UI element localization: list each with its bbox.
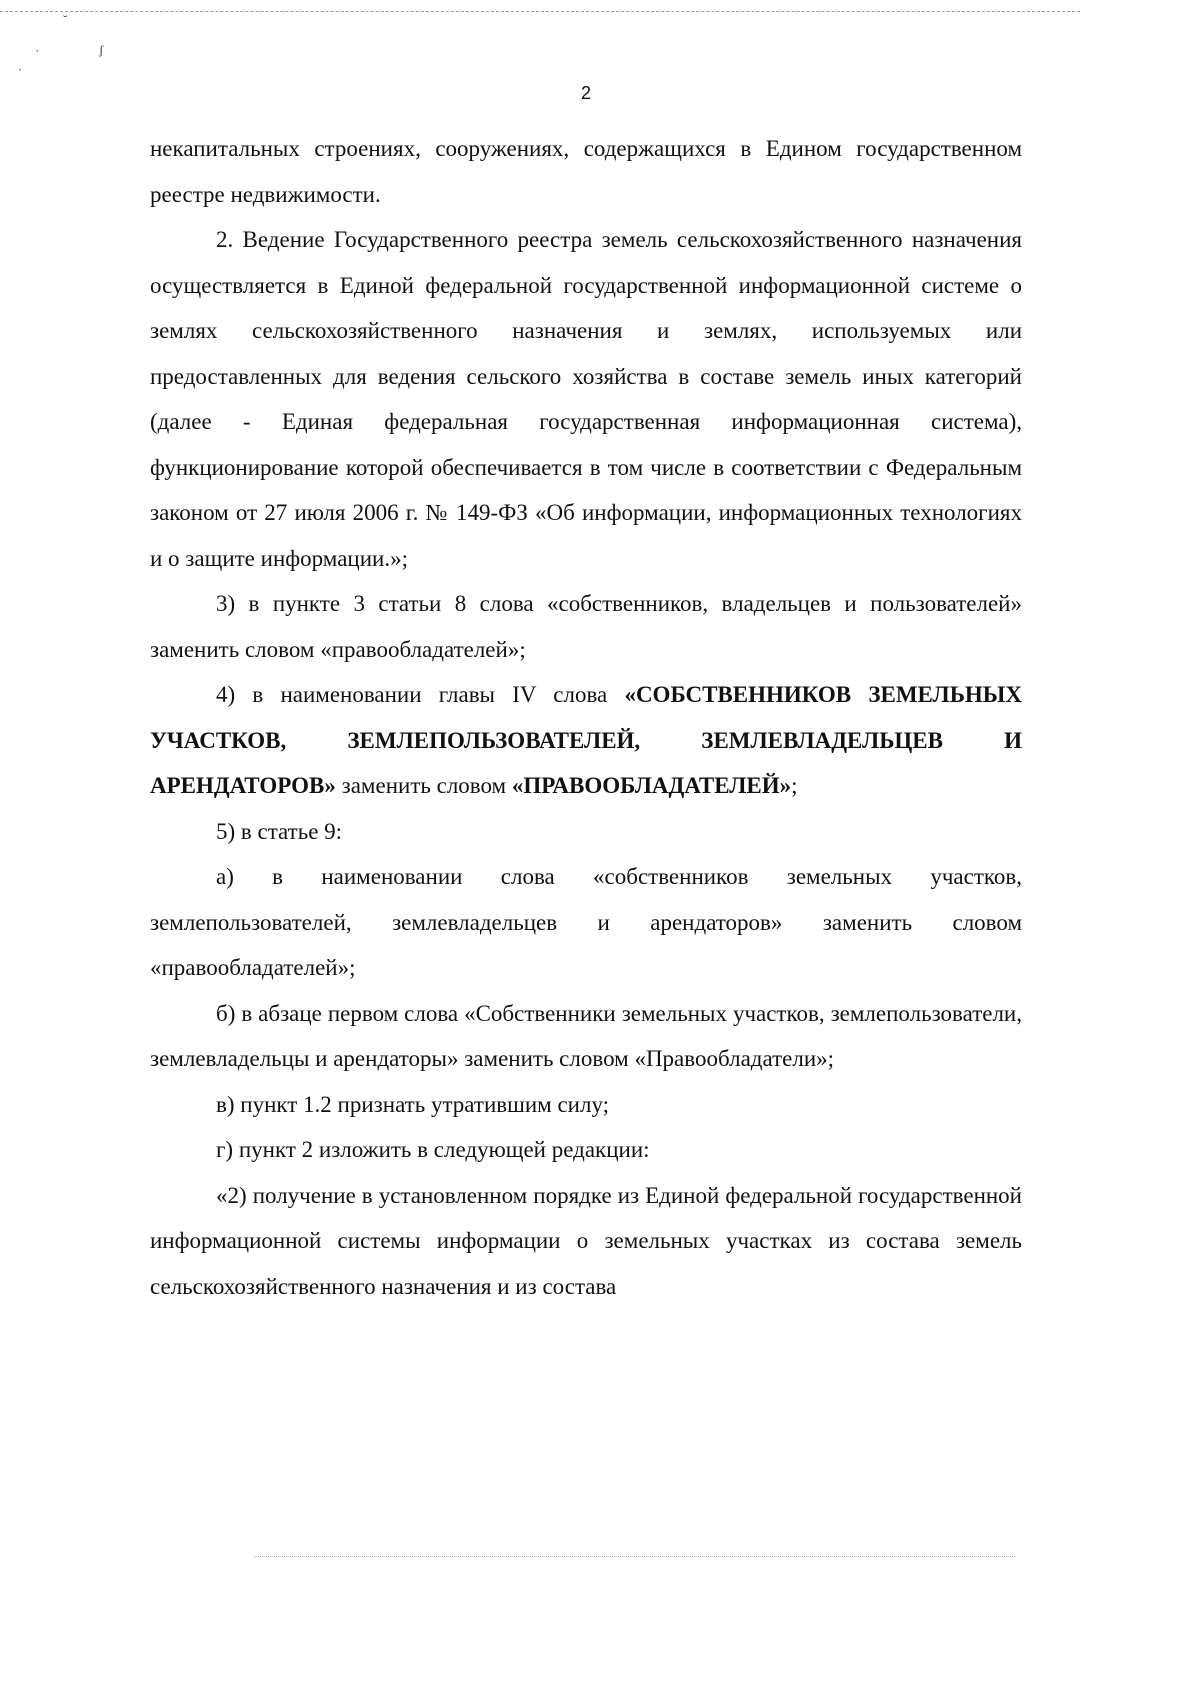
scan-speck: · xyxy=(18,62,23,77)
paragraph xyxy=(150,1127,1022,1173)
scan-top-rule xyxy=(0,11,1080,12)
paragraph xyxy=(150,809,1022,855)
paragraph xyxy=(150,991,1022,1082)
paragraph xyxy=(150,581,1022,672)
text-segment: некапитальных строениях, сооружениях, содержащихся в Едином государственном реестре недвижимости. xyxy=(150,136,1022,207)
text-segment: заменить словом xyxy=(335,773,512,798)
text-segment: б) в абзаце первом слова «Собственники земельных участков, землепользователи, землевладельцы и арендаторы» заменить словом «Правообладатели»; xyxy=(150,1000,1022,1071)
text-segment: 2. Ведение Государственного реестра земель сельскохозяйственного назначения осуществляется в Единой федеральной государственной информационной системе о землях сельскохозяйственного назначения и землях, используемых или предоставленных для ведения сельского хозяйства в составе земель иных категорий (далее - Единая федеральная государственная информационная система), функционирование которой обеспечивается в том числе в соответствии с Федеральным законом от 27 июля 2006 г. № 149-ФЗ «Об информации, информационных технологиях и о защите информации.»; xyxy=(150,227,1022,571)
paragraph xyxy=(150,217,1022,581)
text-segment: 5) в статье 9: xyxy=(216,818,343,844)
scan-bottom-rule xyxy=(255,1556,1015,1557)
document-body xyxy=(150,126,1022,1309)
paragraph xyxy=(150,126,1022,217)
text-segment: ; xyxy=(791,773,798,798)
text-segment: 3) в пункте 3 статьи 8 слова «собственников, владельцев и пользователей» заменить словом «правообладателей»; xyxy=(150,591,1022,662)
paragraph xyxy=(150,672,1022,809)
paragraph xyxy=(150,1082,1022,1128)
bold-text-segment: «СОБСТВЕННИКОВ ЗЕМЕЛЬНЫХ УЧАСТКОВ, ЗЕМЛЕПОЛЬЗОВАТЕЛЕЙ, ЗЕМЛЕВЛАДЕЛЬЦЕВ И АРЕНДАТОРОВ» xyxy=(150,682,1022,798)
scan-speck: ʃ xyxy=(99,42,104,57)
paragraph xyxy=(150,1173,1022,1310)
bold-text-segment: «ПРАВООБЛАДАТЕЛЕЙ» xyxy=(511,773,792,798)
text-segment: 4) в наименовании главы IV слова xyxy=(216,682,625,707)
text-segment: а) в наименовании слова «собственников земельных участков, землепользователей, землевладельцев и арендаторов» заменить словом «правообладателей»; xyxy=(150,864,1022,980)
scan-speck: · xyxy=(35,43,40,58)
text-segment: «2) получение в установленном порядке из Единой федеральной государственной информационной системы информации о земельных участках из состава земель сельскохозяйственного назначения и из состава xyxy=(150,1182,1022,1299)
page-number: 2 xyxy=(580,83,591,103)
scan-speck: ˘ xyxy=(63,12,68,27)
paragraph xyxy=(150,854,1022,991)
text-segment: г) пункт 2 изложить в следующей редакции: xyxy=(216,1137,650,1162)
text-segment: в) пункт 1.2 признать утратившим силу; xyxy=(216,1091,610,1117)
